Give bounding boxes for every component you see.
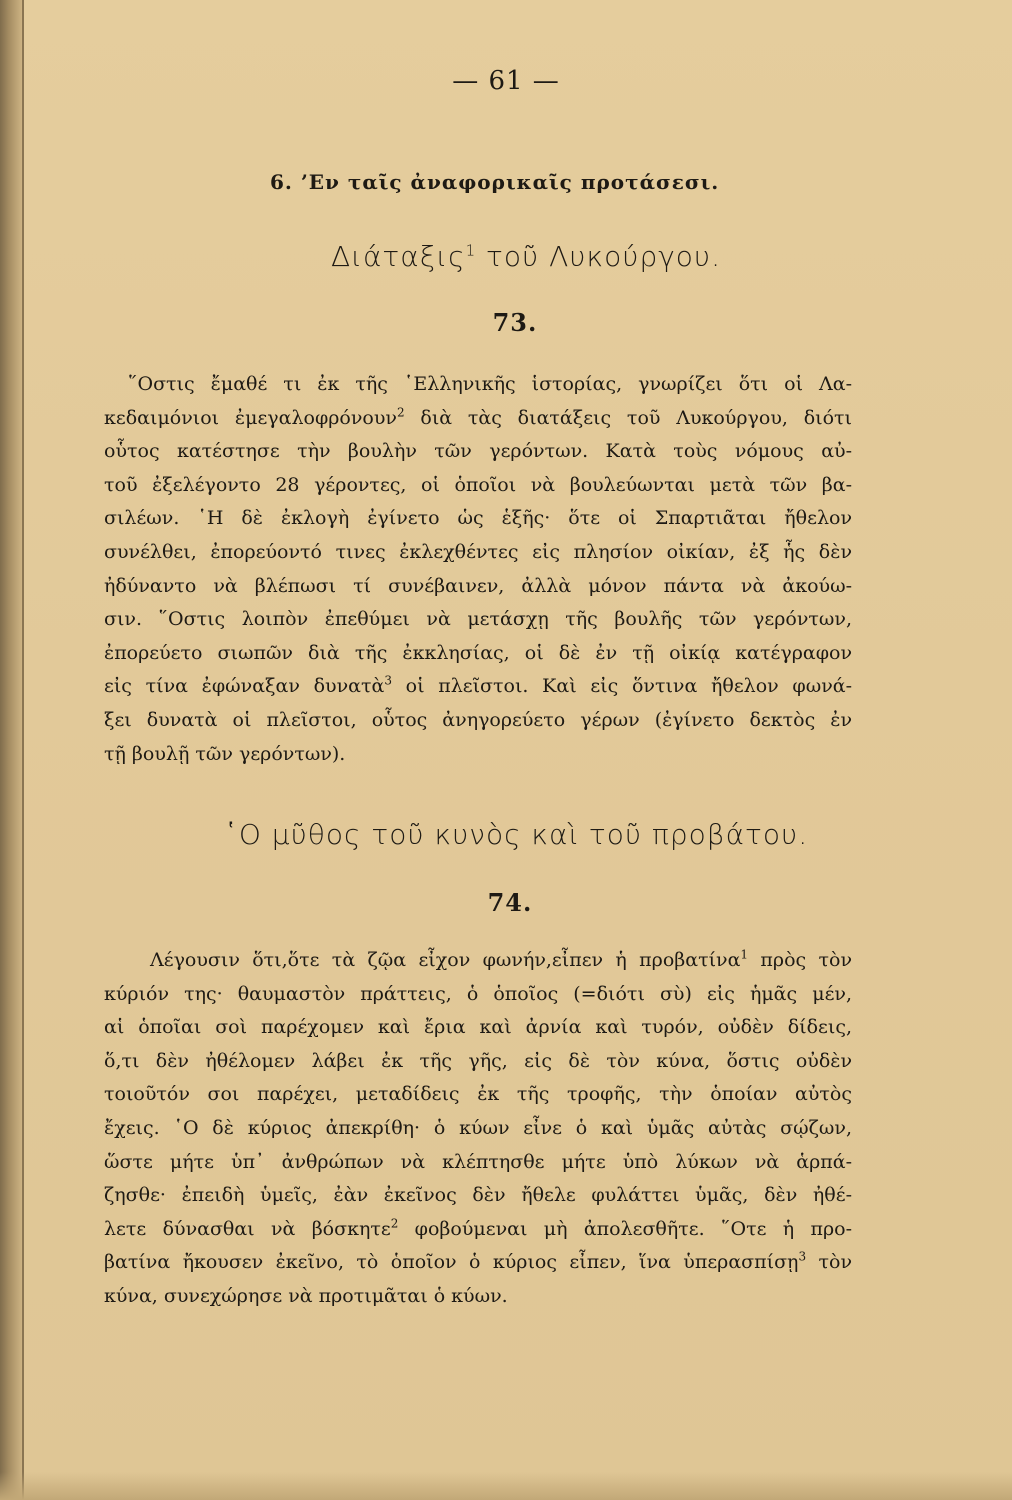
text-line: ὥστε μήτε ὑπ᾽ ἀνθρώπων νὰ κλέπτησθε μήτε ὑπὸ λύκων νὰ ἁρπά- <box>104 1150 852 1173</box>
text-span: Λέγουσιν ὅτι,ὅτε τὰ ζῷα εἶχον φωνήν,εἶπεν ἡ προβατίνα <box>150 949 741 971</box>
text-span: λετε δύνασθαι νὰ βόσκητε <box>104 1217 391 1240</box>
text-line: ἐπορεύετο σιωπῶν διὰ τῆς ἐκκλησίας, οἱ δὲ ἐν τῇ οἰκίᾳ κατέγραφον <box>104 641 852 664</box>
text-span: φοβούμεναι μὴ ἀπολεσθῆτε. ῞Οτε ἡ προ- <box>398 1217 852 1240</box>
text-span: πρὸς τὸν <box>748 949 852 971</box>
text-span: τὸν <box>806 1251 852 1274</box>
text-span: κεδαιμόνιοι ἐμεγαλοφρόνουν <box>104 406 397 429</box>
text-line: ῞Οστις ἔμαθέ τι ἐκ τῆς ῾Ελληνικῆς ἱστορίας, γνωρίζει ὅτι οἱ Λα- <box>128 373 852 395</box>
text-span: βατίνα ἤκουσεν ἐκεῖνο, τὸ ὁποῖον ὁ κύριος εἶπεν, ἵνα ὑπερασπίσῃ <box>104 1251 799 1274</box>
text-line: σιλέων. ῾Η δὲ ἐκλογὴ ἐγίνετο ὡς ἑξῆς· ὅτε οἱ Σπαρτιᾶται ἤθελον <box>104 507 852 530</box>
text-line: αἱ ὁποῖαι σοὶ παρέχομεν καὶ ἔρια καὶ ἀρνία καὶ τυρόν, οὐδὲν δίδεις, <box>104 1016 852 1039</box>
text-line: κύνα, συνεχώρησε νὰ προτιμᾶται ὁ κύων. <box>104 1284 508 1307</box>
text-line: ἠδύναντο νὰ βλέπωσι τί συνέβαινεν, ἀλλὰ μόνον πάντα νὰ ἀκούω- <box>104 574 852 597</box>
text-line: ἔχεις. ῾Ο δὲ κύριος ἀπεκρίθη· ὁ κύων εἶνε ὁ καὶ ὑμᾶς αὐτὰς σῴζων, <box>104 1116 852 1139</box>
text-line: τοῦ ἐξελέγοντο 28 γέροντες, οἱ ὁποῖοι νὰ βουλεύωνται μετὰ τῶν βα- <box>104 473 852 496</box>
text-line: τῇ βουλῇ τῶν γερόντων). <box>104 742 346 765</box>
text-line: ὅ,τι δὲν ἠθέλομεν λάβει ἐκ τῆς γῆς, εἰς δὲ τὸν κύνα, ὅστις οὐδὲν <box>104 1049 852 1072</box>
text-number-74: 74. <box>487 888 533 917</box>
text-line: ζησθε· ἐπειδὴ ὑμεῖς, ἐὰν ἐκεῖνος δὲν ἤθελε φυλάττει ὑμᾶς, δὲν ἠθέ- <box>104 1184 852 1207</box>
footnote-marker: 3 <box>384 674 392 689</box>
text-line: οὗτος κατέστησε τὴν βουλὴν τῶν γερόντων. Κατὰ τοὺς νόμους αὐ- <box>104 440 852 463</box>
footnote-marker: 2 <box>390 1216 399 1231</box>
footnote-marker: 2 <box>396 405 405 420</box>
text-title-fable: ῾Ο μῦθος τοῦ κυνὸς καὶ τοῦ προβάτου. <box>223 818 809 851</box>
section-heading: 6. ’Εν ταῖς ἀναφορικαῖς προτάσεσι. <box>270 170 720 194</box>
title-text: Διάταξις <box>330 240 466 273</box>
spine-edge-line <box>22 0 24 1500</box>
text-line: συνέλθει, ἐπορεύοντό τινες ἐκλεχθέντες εἰς πλησίον οἰκίαν, ἐξ ἧς δὲν <box>104 540 852 563</box>
text-number-73: 73. <box>492 308 538 337</box>
text-line <box>104 670 852 704</box>
text-line: ξει δυνατὰ οἱ πλεῖστοι, οὗτος ἀνηγορεύετο γέρων (ἐγίνετο δεκτὸς ἐν <box>104 708 852 731</box>
text-line <box>104 402 852 436</box>
text-line <box>104 1246 852 1280</box>
paragraph-lycurgus <box>104 368 852 771</box>
book-spine-shadow <box>0 0 22 1500</box>
text-line: τοιοῦτόν σοι παρέχει, μεταδίδεις ἐκ τῆς τροφῆς, τὴν ὁποίαν αὐτὸς <box>104 1083 852 1106</box>
footnote-marker: 3 <box>798 1250 807 1265</box>
page-number: — 61 — <box>452 66 560 96</box>
title-text-rest: τοῦ Λυκούργου. <box>476 240 722 273</box>
text-line <box>104 944 852 978</box>
text-span: εἰς τίνα ἐφώναξαν δυνατὰ <box>104 675 385 698</box>
page-bottom-shadow <box>0 1472 1012 1500</box>
paragraph-fable <box>104 944 852 1314</box>
text-span: διὰ τὰς διατάξεις τοῦ Λυκούργου, διότι <box>404 406 852 429</box>
text-line <box>104 1213 852 1247</box>
footnote-marker: 1 <box>740 947 749 962</box>
text-line: σιν. ῞Οστις λοιπὸν ἐπεθύμει νὰ μετάσχῃ τῆς βουλῆς τῶν γερόντων, <box>104 608 852 631</box>
text-title-lycurgus <box>0 240 1012 273</box>
text-line: κύριόν της· θαυμαστὸν πράττεις, ὁ ὁποῖος (=διότι σὺ) εἰς ἡμᾶς μέν, <box>104 982 852 1005</box>
text-span: οἱ πλεῖστοι. Καὶ εἰς ὅντινα ἤθελον φωνά- <box>391 675 852 698</box>
footnote-marker: 1 <box>465 241 477 260</box>
